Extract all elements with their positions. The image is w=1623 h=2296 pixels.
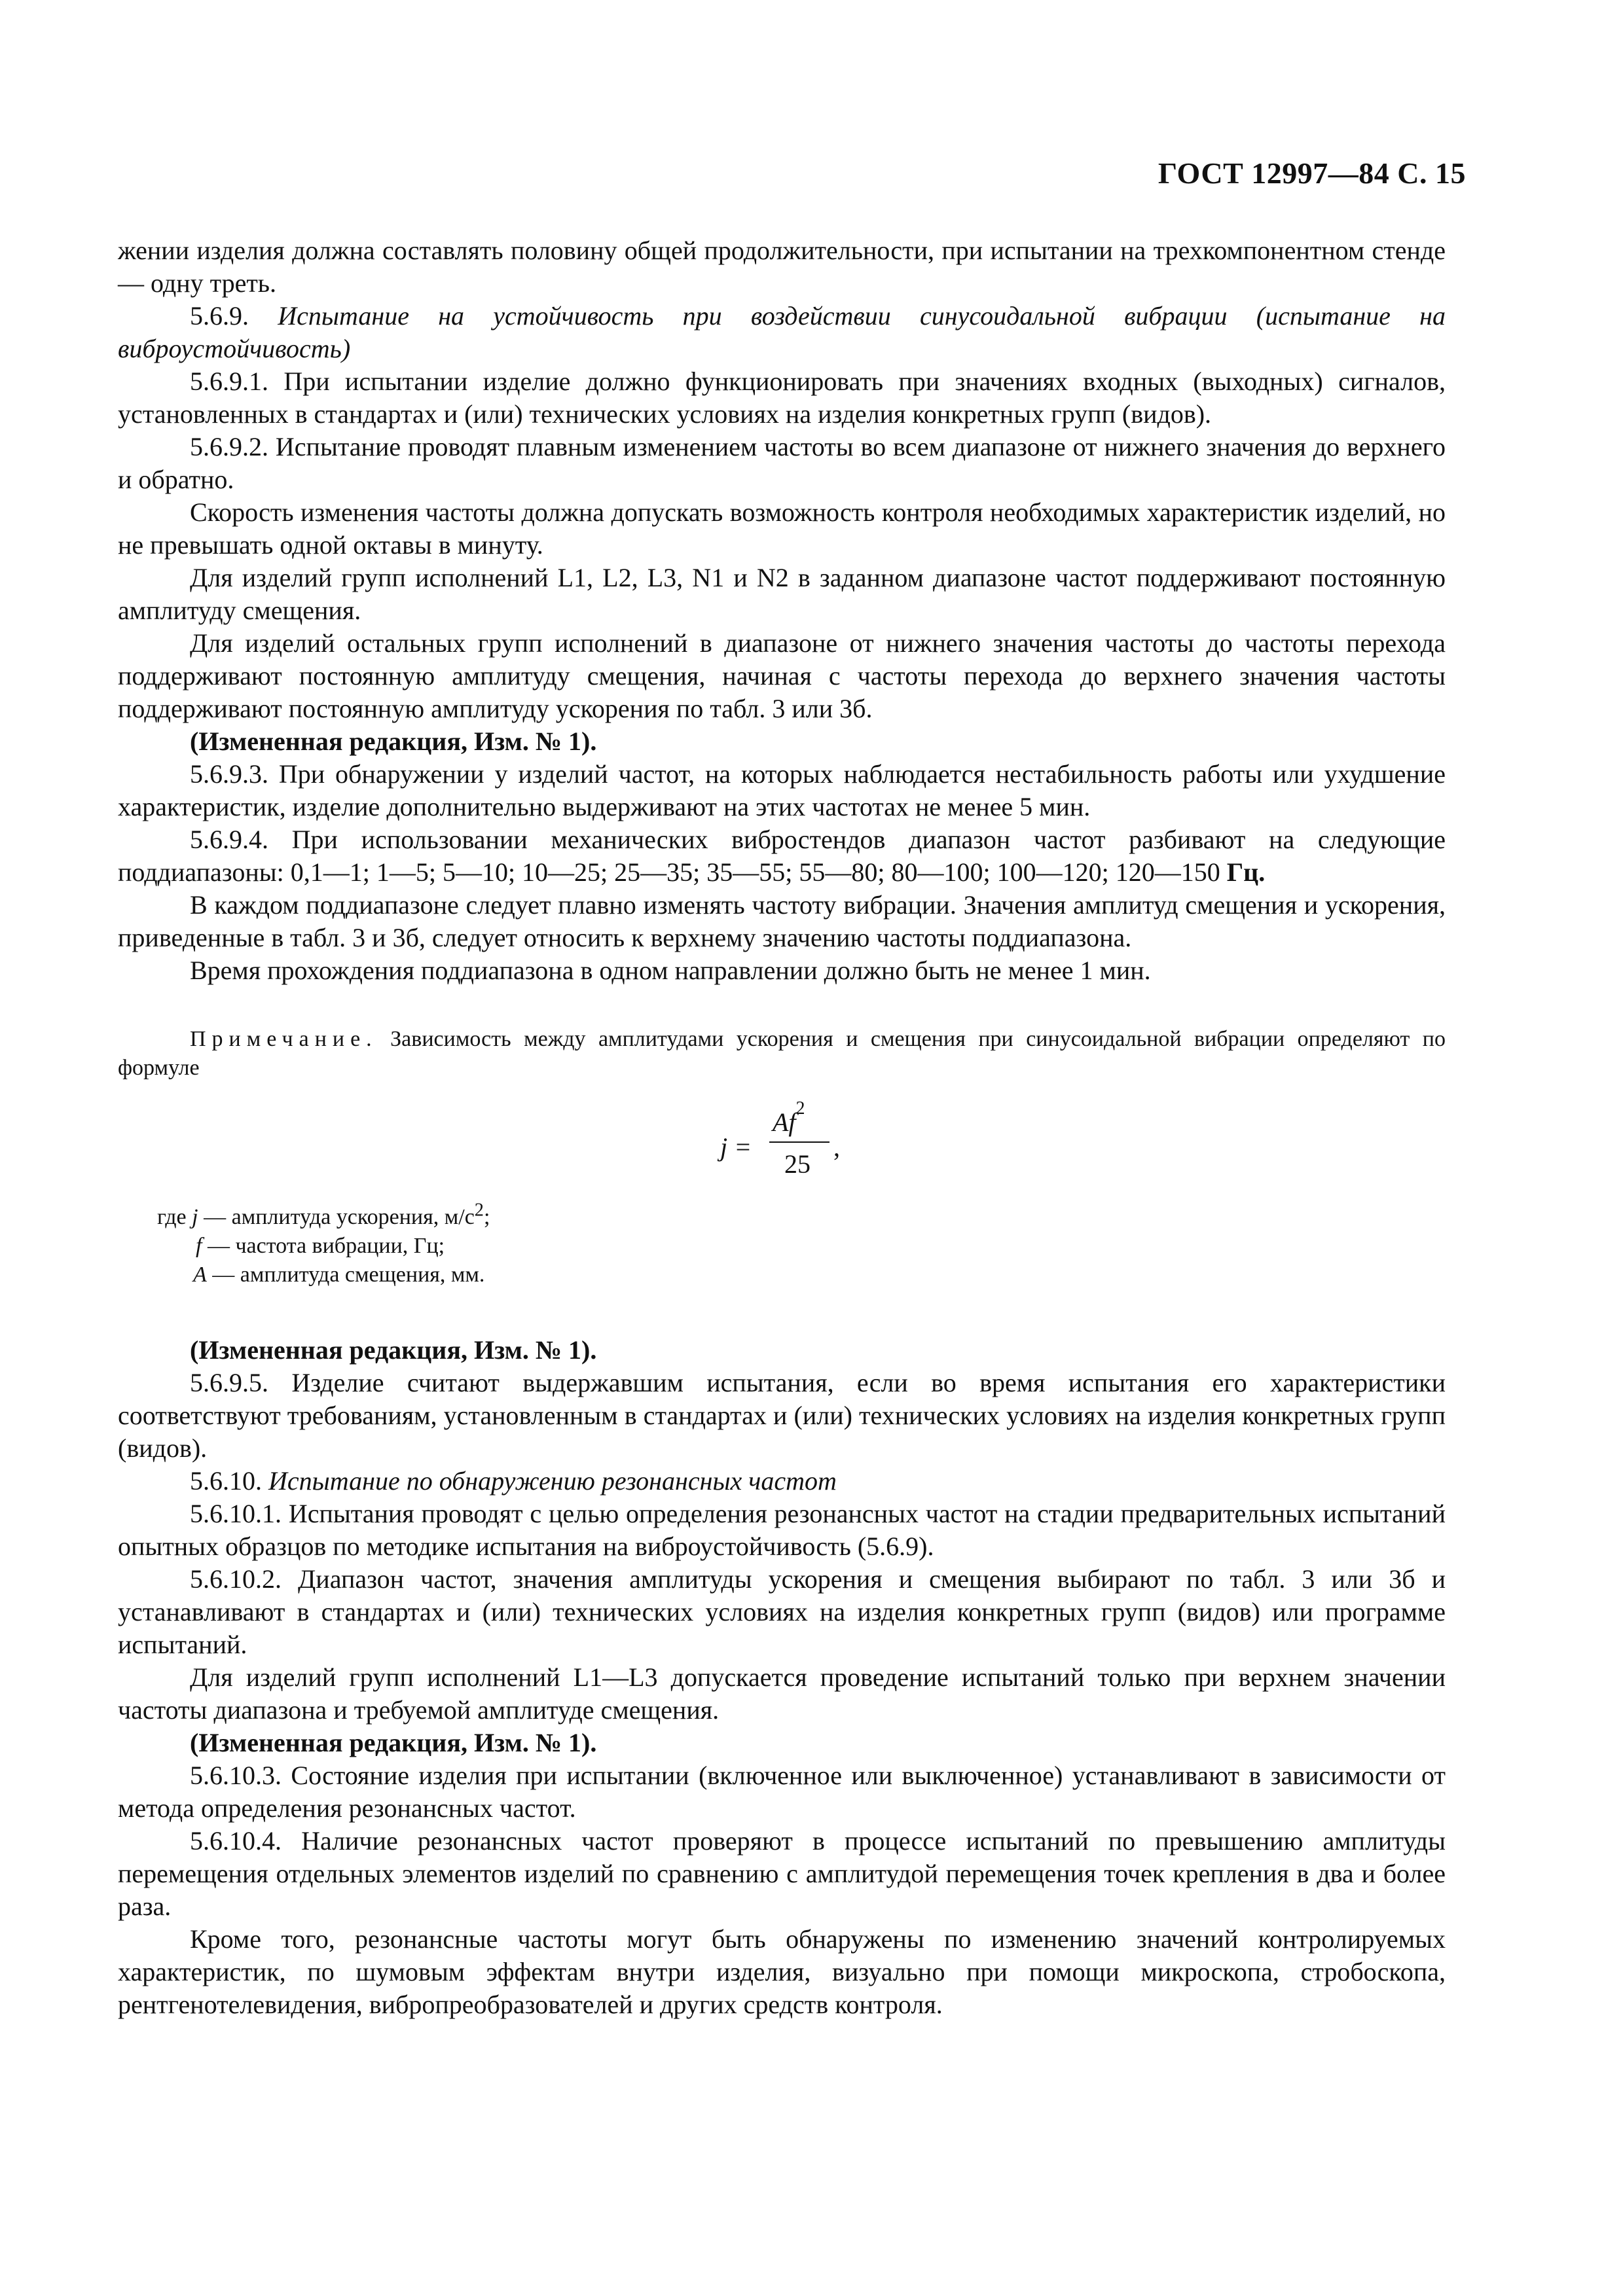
where-f-text: — частота вибрации, Гц; — [202, 1234, 445, 1258]
clause-5-6-9-4 — [118, 823, 1446, 889]
clause-5-6-9-3: 5.6.9.3. При обнаружении у изделий частот, на которых наблюдается нестабильность работы или ухудшение характеристик, изделие дополнительно выдерживают на этих частотах не менее 5 мин. — [118, 759, 1446, 821]
fraction-bar — [769, 1141, 830, 1143]
where-prefix: где — [157, 1205, 192, 1229]
note-label: Примечание. — [190, 1027, 378, 1051]
formula-numerator — [773, 1098, 805, 1139]
symbol-f: f — [196, 1234, 202, 1258]
clause-5-6-10-4: 5.6.10.4. Наличие резонансных частот проверяют в процессе испытаний по превышению амплитуды перемещения отдельных элементов изделий по сравнению с амплитудой перемещения точек крепления в два и более раза. — [118, 1826, 1446, 1921]
formula-comma: , — [833, 1132, 840, 1162]
clause-text: 5.6.9.4. При использовании механических вибростендов диапазон частот разбивают на следующие поддиапазоны: 0,1—1; 1—5; 5—10; 10—25; 25—35; 35—55; 55—80; 80—100; 100—120; 120—150 — [118, 825, 1446, 887]
section-5-6-9-heading — [118, 300, 1446, 365]
clause-5-6-10-2: 5.6.10.2. Диапазон частот, значения амплитуды ускорения и смещения выбирают по табл. 3 или 3б и устанавливают в стандартах и (или) технических условиях на изделия конкретных групп (видов) или программе испытаний. — [118, 1564, 1446, 1659]
amendment-note: (Измененная редакция, Изм. № 1). — [190, 726, 597, 756]
document-body — [118, 234, 1446, 2021]
clause-5-6-10-3: 5.6.10.3. Состояние изделия при испытании (включенное или выключенное) устанавливают в зависимости от метода определения резонансных частот. — [118, 1761, 1446, 1823]
formula — [118, 1093, 1446, 1191]
where-line-a — [118, 1261, 1446, 1289]
amendment-note: (Измененная редакция, Изм. № 1). — [190, 1335, 597, 1365]
where-j-text: — амплитуда ускорения, м/с — [198, 1205, 475, 1229]
clause-5-6-9-5: 5.6.9.5. Изделие считают выдержавшим испытания, если во время испытания его характеристики соответствуют требованиям, установленным в стандартах и (или) технических условиях на изделия конкретных групп (видов). — [118, 1368, 1446, 1463]
formula-lhs: j = — [720, 1132, 752, 1162]
paragraph-groups-l-n: Для изделий групп исполнений L1, L2, L3, N1 и N2 в заданном диапазоне частот поддерживают постоянную амплитуду смещения. — [118, 563, 1446, 625]
where-line-f — [118, 1232, 1446, 1261]
note-paragraph — [118, 1025, 1446, 1083]
paragraph-continuation: жении изделия должна составлять половину общей продолжительности, при испытании на трехкомпонентном стенде — одну треть. — [118, 236, 1446, 298]
numerator-text: Af — [773, 1107, 796, 1137]
section-number: 5.6.9. — [190, 301, 278, 331]
section-5-6-10-heading — [118, 1465, 1446, 1498]
paragraph-sweep-time: Время прохождения поддиапазона в одном направлении должно быть не менее 1 мин. — [190, 956, 1151, 985]
paragraph-sweep-rate: Скорость изменения частоты должна допускать возможность контроля необходимых характеристик изделий, но не превышать одной октавы в минуту. — [118, 497, 1446, 560]
section-number: 5.6.10. — [190, 1466, 268, 1496]
symbol-j: j — [192, 1205, 198, 1229]
section-title: Испытание на устойчивость при воздействии синусоидальной вибрации (испытание на виброустойчивость) — [118, 301, 1446, 363]
where-line-j — [118, 1200, 1446, 1232]
unit-hz: Гц. — [1226, 857, 1266, 887]
paragraph-detection-methods: Кроме того, резонансные частоты могут быть обнаружены по изменению значений контролируемых характеристик, по шумовым эффектам внутри изделия, визуально при помощи микроскопа, стробоскопа, рентгенотелевидения, вибропреобразователей и других средств контроля. — [118, 1924, 1446, 2019]
where-j-end: ; — [483, 1205, 490, 1229]
page-header: ГОСТ 12997—84 С. 15 — [1158, 156, 1466, 190]
amendment-note: (Измененная редакция, Изм. № 1). — [190, 1728, 597, 1757]
paragraph-subranges: В каждом поддиапазоне следует плавно изменять частоту вибрации. Значения амплитуд смещения и ускорения, приведенные в табл. 3 и 3б, следует относить к верхнему значению частоты поддиапазона. — [118, 890, 1446, 952]
spacer — [118, 1289, 1446, 1334]
where-a-text: — амплитуда смещения, мм. — [206, 1263, 485, 1287]
paragraph-other-groups: Для изделий остальных групп исполнений в диапазоне от нижнего значения частоты до частоты перехода поддерживают постоянную амплитуду смещения, начиная с частоты перехода до верхнего значения частоты поддерживают постоянную амплитуду ускорения по табл. 3 или 3б. — [118, 628, 1446, 723]
numerator-exponent: 2 — [795, 1098, 805, 1119]
formula-denominator: 25 — [784, 1149, 811, 1179]
section-title: Испытание по обнаружению резонансных частот — [268, 1466, 837, 1496]
clause-5-6-9-2: 5.6.9.2. Испытание проводят плавным изменением частоты во всем диапазоне от нижнего значения до верхнего и обратно. — [118, 432, 1446, 494]
symbol-a: A — [193, 1263, 207, 1287]
clause-5-6-10-1: 5.6.10.1. Испытания проводят с целью определения резонансных частот на стадии предварительных испытаний опытных образцов по методике испытания на виброустойчивость (5.6.9). — [118, 1499, 1446, 1561]
paragraph-groups-l1-l3: Для изделий групп исполнений L1—L3 допускается проведение испытаний только при верхнем значении частоты диапазона и требуемой амплитуде смещения. — [118, 1662, 1446, 1725]
note-text: Зависимость между амплитудами ускорения и смещения при синусоидальной вибрации определяют по формуле — [118, 1027, 1446, 1080]
clause-5-6-9-1: 5.6.9.1. При испытании изделие должно функционировать при значениях входных (выходных) сигналов, установленных в стандартах и (или) технических условиях на изделия конкретных групп (видов). — [118, 367, 1446, 429]
where-j-exponent: 2 — [474, 1200, 484, 1221]
